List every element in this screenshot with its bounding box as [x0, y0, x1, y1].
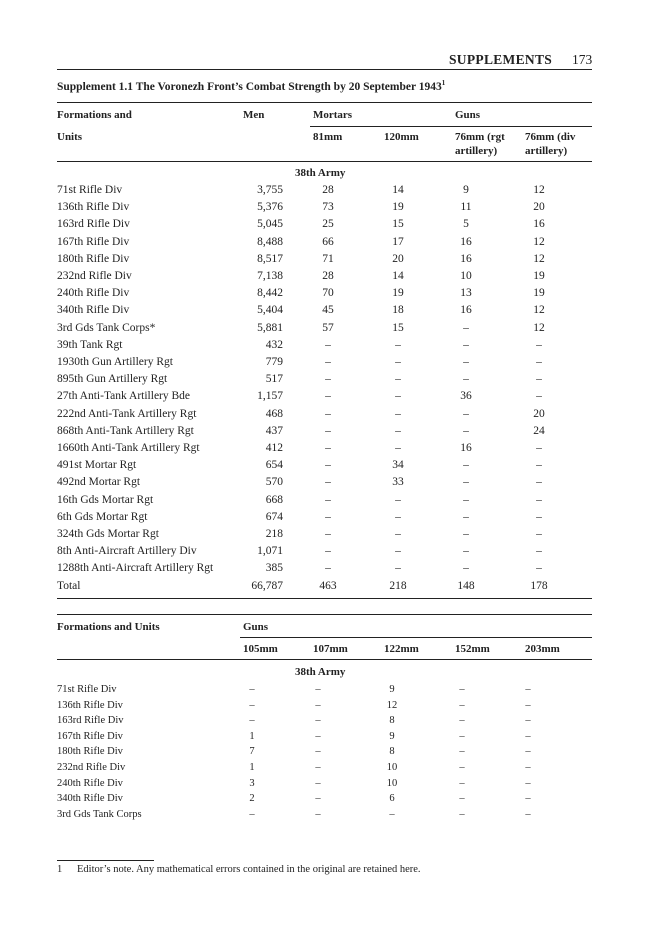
cell-76mm-rgt: – [463, 562, 469, 575]
divider [57, 161, 592, 162]
cell-81mm: 25 [322, 218, 334, 231]
cell-men: 570 [265, 476, 283, 489]
row-label: 324th Gds Mortar Rgt [57, 528, 159, 540]
table-title [57, 80, 445, 93]
cell-152mm: – [459, 808, 465, 820]
cell-76mm-rgt: 9 [463, 184, 469, 196]
footnote-rule [57, 860, 154, 861]
cell-122mm: 9 [389, 730, 395, 742]
cell-76mm-div: 12 [533, 252, 545, 265]
header-units: Units [57, 131, 83, 143]
cell-76mm-rgt: – [463, 545, 469, 558]
cell-81mm: – [325, 407, 331, 420]
cell-76mm-div: 19 [533, 270, 545, 282]
cell-76mm-div: – [536, 442, 542, 454]
cell-men: 779 [265, 356, 283, 368]
cell-120mm: – [395, 562, 401, 575]
cell-122mm: 10 [386, 777, 398, 789]
cell-76mm-div: – [536, 493, 542, 506]
cell-203mm: – [525, 762, 531, 773]
header-formations: Formations and [57, 109, 132, 121]
cell-120mm: – [395, 442, 401, 454]
cell-76mm-rgt: – [463, 459, 469, 472]
cell-105mm: – [249, 808, 255, 820]
row-label: 167th Rifle Div [57, 730, 123, 742]
cell-120mm: 19 [392, 201, 404, 214]
cell-men: 7,138 [257, 270, 283, 282]
header-guns: Guns [455, 109, 481, 121]
cell-203mm: – [525, 793, 531, 805]
cell-81mm: – [325, 390, 331, 403]
cell-men: 1,071 [257, 545, 283, 558]
cell-men: 66,787 [251, 579, 283, 592]
row-label: 71st Rifle Div [57, 684, 117, 695]
row-label: 492nd Mortar Rgt [57, 476, 141, 489]
cell-81mm: – [325, 356, 331, 368]
cell-men: 8,488 [257, 235, 283, 248]
cell-81mm: – [325, 562, 331, 575]
cell-76mm-rgt: 16 [460, 252, 472, 265]
cell-men: 8,517 [257, 252, 283, 265]
cell-120mm: 18 [392, 304, 404, 317]
cell-76mm-rgt: – [463, 476, 469, 489]
cell-120mm: 15 [392, 321, 404, 334]
cell-76mm-rgt: 16 [460, 304, 472, 317]
cell-120mm: – [395, 528, 401, 540]
cell-105mm: 7 [249, 746, 255, 758]
cell-76mm-div: 12 [533, 321, 545, 334]
cell-81mm: – [325, 338, 331, 351]
cell-107mm: – [315, 746, 321, 758]
cell-152mm: – [459, 746, 465, 758]
cell-81mm: – [325, 373, 331, 386]
row-label: 16th Gds Mortar Rgt [57, 493, 154, 506]
cell-120mm: 34 [392, 459, 404, 472]
group-label: 38th Army [295, 167, 346, 179]
cell-152mm: – [459, 715, 465, 727]
cell-76mm-div: – [536, 528, 542, 540]
cell-152mm: – [459, 777, 465, 789]
row-label: 180th Rifle Div [57, 252, 130, 265]
row-label: 240th Rifle Div [57, 287, 130, 300]
cell-76mm-rgt: – [463, 356, 469, 368]
cell-107mm: – [315, 762, 321, 773]
cell-120mm: – [395, 390, 401, 403]
group-label: 38th Army [295, 666, 346, 678]
cell-men: 668 [265, 493, 283, 506]
cell-120mm: – [395, 424, 401, 437]
footnote-text: Editor’s note. Any mathematical errors contained in the original are retained here. [77, 864, 421, 875]
cell-men: 674 [265, 510, 283, 523]
cell-203mm: – [525, 715, 531, 727]
cell-76mm-rgt: 13 [460, 287, 472, 300]
cell-81mm: – [325, 476, 331, 489]
cell-men: 5,376 [257, 201, 283, 214]
cell-men: 5,045 [257, 218, 283, 231]
row-label: 895th Gun Artillery Rgt [57, 373, 168, 386]
row-label: 868th Anti-Tank Artillery Rgt [57, 424, 194, 437]
cell-122mm: 8 [389, 715, 395, 727]
cell-76mm-div: – [536, 476, 542, 489]
cell-122mm: – [389, 808, 395, 820]
cell-120mm: – [395, 510, 401, 523]
cell-81mm: – [325, 442, 331, 454]
cell-76mm-rgt: 148 [457, 579, 475, 592]
cell-203mm: – [525, 684, 531, 695]
footnote-ref[interactable]: 1 [441, 79, 446, 87]
header-mortars: Mortars [313, 109, 353, 121]
cell-76mm-div: – [536, 373, 542, 386]
header-formations-units: Formations and Units [57, 621, 160, 633]
cell-120mm: – [395, 407, 401, 420]
cell-76mm-div: 178 [530, 579, 548, 592]
cell-152mm: – [459, 699, 465, 711]
header-76mm-div: 76mm (div [525, 131, 576, 143]
cell-107mm: – [315, 684, 321, 695]
cell-76mm-rgt: 16 [460, 235, 472, 248]
cell-81mm: 463 [319, 579, 337, 592]
row-label: 491st Mortar Rgt [57, 459, 137, 472]
cell-107mm: – [315, 715, 321, 727]
cell-107mm: – [315, 793, 321, 805]
header-76mm-div-2: artillery) [525, 145, 568, 157]
cell-81mm: – [325, 510, 331, 523]
divider [240, 637, 592, 638]
cell-81mm: 28 [322, 270, 334, 282]
cell-105mm: – [249, 699, 255, 711]
footnote-number: 1 [57, 864, 63, 875]
cell-76mm-rgt: – [463, 493, 469, 506]
cell-120mm: 20 [392, 252, 404, 265]
row-label: 1660th Anti-Tank Artillery Rgt [57, 442, 200, 454]
cell-107mm: – [315, 777, 321, 789]
divider [57, 659, 592, 660]
cell-76mm-rgt: – [463, 373, 469, 386]
cell-76mm-div: 12 [533, 184, 545, 196]
row-label: 163rd Rifle Div [57, 715, 124, 727]
row-label: 163rd Rifle Div [57, 218, 130, 231]
cell-105mm: 2 [249, 793, 255, 805]
cell-76mm-div: 12 [533, 235, 545, 248]
cell-81mm: 70 [322, 287, 334, 300]
cell-120mm: – [395, 338, 401, 351]
cell-men: 432 [265, 338, 283, 351]
cell-120mm: – [395, 373, 401, 386]
cell-men: 218 [265, 528, 283, 540]
cell-107mm: – [315, 730, 321, 742]
cell-203mm: – [525, 699, 531, 711]
cell-105mm: 1 [249, 762, 255, 773]
cell-120mm: – [395, 545, 401, 558]
cell-81mm: – [325, 493, 331, 506]
cell-men: 1,157 [257, 390, 283, 403]
page-number: 173 [572, 52, 593, 67]
header-81mm: 81mm [313, 131, 343, 143]
cell-120mm: 14 [392, 184, 404, 196]
cell-76mm-div: 19 [533, 287, 545, 300]
cell-81mm: 71 [322, 252, 334, 265]
cell-76mm-div: 24 [533, 424, 545, 437]
cell-76mm-div: – [536, 338, 542, 351]
row-label: 3rd Gds Tank Corps* [57, 321, 156, 334]
row-label: 340th Rifle Div [57, 793, 123, 805]
cell-81mm: – [325, 528, 331, 540]
cell-76mm-rgt: – [463, 338, 469, 351]
title-text: Supplement 1.1 The Voronezh Front’s Combat Strength by 20 September 1943 [57, 80, 442, 93]
cell-76mm-div: – [536, 562, 542, 575]
cell-men: 654 [265, 459, 283, 472]
cell-122mm: 10 [386, 762, 398, 773]
row-label: 71st Rifle Div [57, 184, 123, 196]
cell-203mm: – [525, 730, 531, 742]
header-203mm: 203mm [525, 643, 560, 655]
cell-81mm: – [325, 459, 331, 472]
cell-105mm: – [249, 684, 255, 695]
cell-81mm: 28 [322, 184, 334, 196]
cell-men: 468 [265, 407, 283, 420]
cell-152mm: – [459, 762, 465, 773]
row-label: Total [57, 579, 81, 592]
header-122mm: 122mm [384, 643, 419, 655]
cell-107mm: – [315, 808, 321, 820]
header-107mm: 107mm [313, 643, 348, 655]
cell-81mm: – [325, 545, 331, 558]
cell-76mm-div: 20 [533, 201, 545, 214]
row-label: 232nd Rifle Div [57, 762, 126, 773]
divider [57, 598, 592, 599]
cell-81mm: 57 [322, 321, 334, 334]
cell-152mm: – [459, 730, 465, 742]
cell-120mm: – [395, 493, 401, 506]
row-label: 1288th Anti-Aircraft Artillery Rgt [57, 562, 214, 575]
cell-76mm-div: – [536, 390, 542, 403]
cell-105mm: 3 [249, 777, 255, 789]
cell-152mm: – [459, 684, 465, 695]
cell-120mm: 17 [392, 235, 404, 248]
cell-122mm: 9 [389, 684, 395, 695]
cell-120mm: 15 [392, 218, 404, 231]
cell-152mm: – [459, 793, 465, 805]
cell-120mm: 14 [392, 270, 404, 282]
cell-203mm: – [525, 808, 531, 820]
cell-122mm: 6 [389, 793, 395, 805]
row-label: 167th Rifle Div [57, 235, 130, 248]
cell-men: 5,404 [257, 304, 283, 317]
cell-203mm: – [525, 746, 531, 758]
cell-107mm: – [315, 699, 321, 711]
running-head-section: SUPPLEMENTS [449, 52, 553, 67]
cell-76mm-rgt: – [463, 424, 469, 437]
header-guns: Guns [243, 621, 269, 633]
cell-76mm-rgt: – [463, 528, 469, 540]
cell-122mm: 8 [389, 746, 395, 758]
row-label: 27th Anti-Tank Artillery Bde [57, 390, 191, 403]
header-76mm-rgt: 76mm (rgt [455, 131, 505, 143]
row-label: 136th Rifle Div [57, 699, 123, 711]
cell-men: 8,442 [257, 287, 283, 300]
cell-men: 412 [265, 442, 283, 454]
row-label: 1930th Gun Artillery Rgt [57, 356, 173, 368]
cell-81mm: 45 [322, 304, 334, 317]
cell-76mm-div: – [536, 356, 542, 368]
header-105mm: 105mm [243, 643, 278, 655]
cell-men: 517 [265, 373, 283, 386]
divider [57, 69, 592, 70]
cell-203mm: – [525, 777, 531, 789]
cell-76mm-rgt: 16 [460, 442, 472, 454]
cell-105mm: 1 [249, 730, 255, 742]
row-label: 3rd Gds Tank Corps [57, 808, 142, 820]
cell-81mm: 66 [322, 235, 334, 248]
cell-76mm-div: 12 [533, 304, 545, 317]
divider [310, 126, 592, 127]
row-label: 222nd Anti-Tank Artillery Rgt [57, 407, 197, 420]
cell-76mm-div: – [536, 545, 542, 558]
row-label: 340th Rifle Div [57, 304, 130, 317]
cell-men: 5,881 [257, 321, 283, 334]
header-76mm-rgt-2: artillery) [455, 145, 498, 157]
divider [57, 614, 592, 615]
row-label: 180th Rifle Div [57, 746, 123, 758]
cell-122mm: 12 [386, 699, 398, 711]
cell-men: 385 [265, 562, 283, 575]
row-label: 39th Tank Rgt [57, 338, 123, 351]
row-label: 240th Rifle Div [57, 777, 123, 789]
row-label: 6th Gds Mortar Rgt [57, 510, 148, 523]
cell-76mm-rgt: 36 [460, 390, 472, 403]
cell-76mm-rgt: – [463, 510, 469, 523]
cell-81mm: – [325, 424, 331, 437]
cell-76mm-rgt: – [463, 407, 469, 420]
cell-76mm-div: – [536, 459, 542, 472]
row-label: 8th Anti-Aircraft Artillery Div [57, 545, 197, 558]
divider [57, 102, 592, 103]
cell-120mm: – [395, 356, 401, 368]
cell-76mm-div: 16 [533, 218, 545, 231]
cell-76mm-rgt: 10 [460, 270, 472, 282]
cell-105mm: – [249, 715, 255, 727]
cell-120mm: 218 [389, 579, 407, 592]
header-men: Men [243, 109, 265, 121]
row-label: 136th Rifle Div [57, 201, 130, 214]
cell-76mm-div: – [536, 510, 542, 523]
cell-men: 437 [265, 424, 283, 437]
cell-81mm: 73 [322, 201, 334, 214]
cell-76mm-rgt: 11 [460, 201, 472, 214]
cell-76mm-div: 20 [533, 407, 545, 420]
cell-120mm: 19 [392, 287, 404, 300]
cell-76mm-rgt: 5 [463, 218, 469, 231]
cell-120mm: 33 [392, 476, 404, 489]
cell-76mm-rgt: – [463, 321, 469, 334]
header-152mm: 152mm [455, 643, 490, 655]
cell-men: 3,755 [257, 184, 283, 196]
row-label: 232nd Rifle Div [57, 270, 132, 282]
header-120mm: 120mm [384, 131, 419, 143]
